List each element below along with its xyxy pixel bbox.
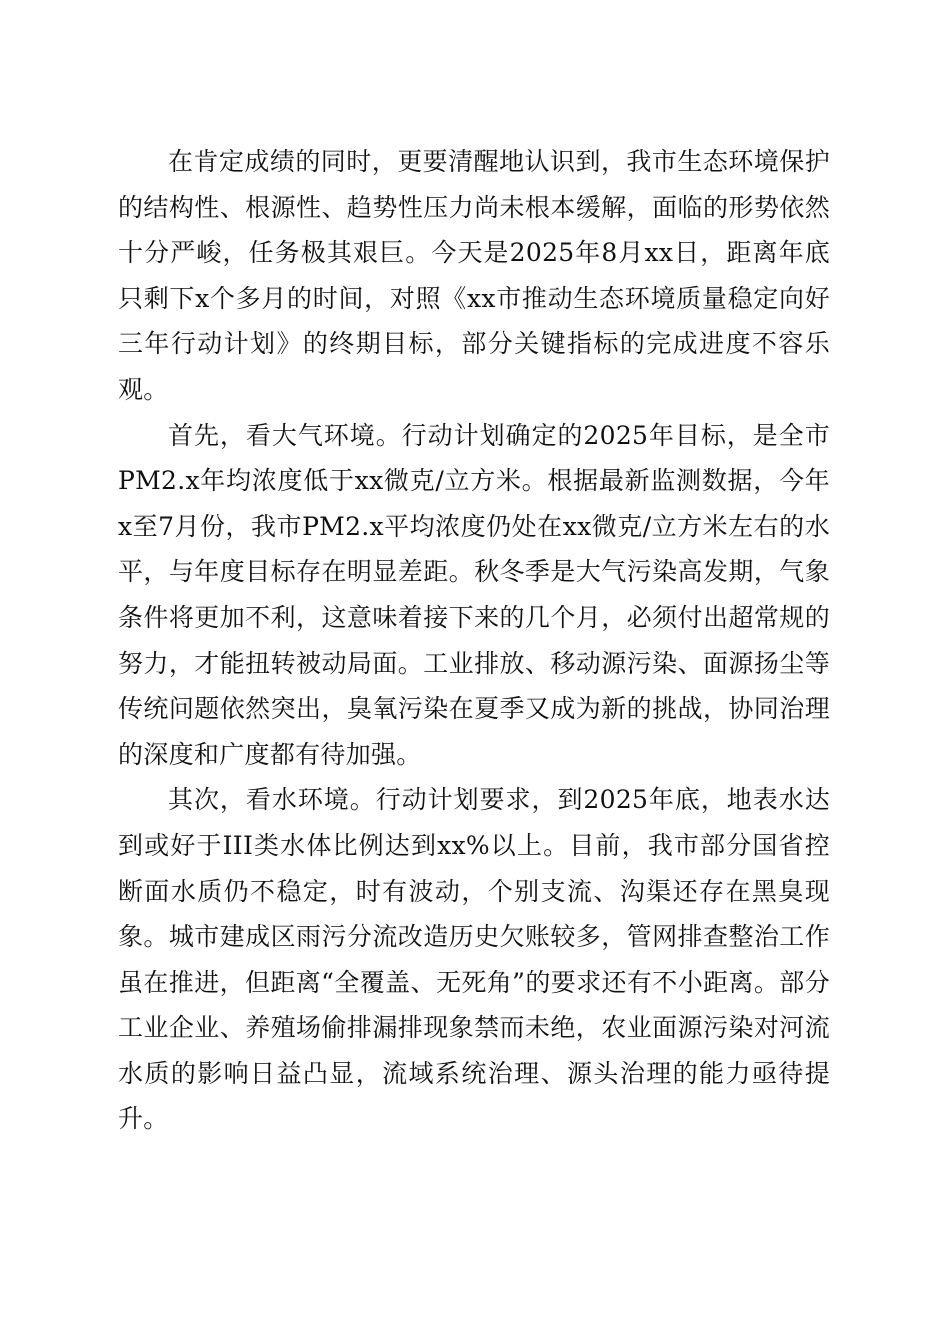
paragraph-water-environment: 其次，看水环境。行动计划要求，到2025年底，地表水达到或好于III类水体比例达到xx%以上。目前，我市部分国省控断面水质仍不稳定，时有波动，个别支流、沟渠还存在黑臭现象。城市建成区雨污分流改造历史欠账较多，管网排查整治工作虽在推进，但距离“全覆盖、无死角”的要求还有不小距离。部分工业企业、养殖场偷排漏排现象禁而未绝，农业面源污染对河流水质的影响日益凸显，流域系统治理、源头治理的能力亟待提升。 bbox=[118, 785, 830, 1134]
document-body bbox=[118, 139, 830, 1142]
paragraph-overview: 在肯定成绩的同时，更要清醒地认识到，我市生态环境保护的结构性、根源性、趋势性压力尚未根本缓解，面临的形势依然十分严峻，任务极其艰巨。今天是2025年8月xx日，距离年底只剩下x个多月的时间，对照《xx市推动生态环境质量稳定向好三年行动计划》的终期目标，部分关键指标的完成进度不容乐观。 bbox=[118, 147, 830, 404]
paragraph-air-environment: 首先，看大气环境。行动计划确定的2025年目标，是全市PM2.x年均浓度低于xx微克/立方米。根据最新监测数据，今年x至7月份，我市PM2.x平均浓度仍处在xx微克/立方米左右的水平，与年度目标存在明显差距。秋冬季是大气污染高发期，气象条件将更加不利，这意味着接下来的几个月，必须付出超常规的努力，才能扭转被动局面。工业排放、移动源污染、面源扬尘等传统问题依然突出，臭氧污染在夏季又成为新的挑战，协同治理的深度和广度都有待加强。 bbox=[118, 420, 830, 769]
